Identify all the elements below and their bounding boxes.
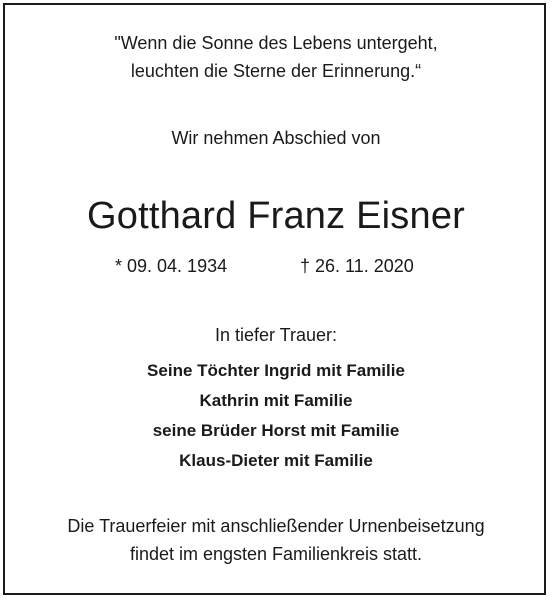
birth-date: * 09. 04. 1934 (115, 256, 228, 276)
deceased-name: Gotthard Franz Eisner (86, 195, 466, 237)
notice-line-2: findet im engsten Familienkreis statt. (129, 544, 423, 564)
intro-text: Wir nehmen Abschied von (171, 128, 381, 148)
notice-line-1: Die Trauerfeier mit anschließender Urnenbeisetzung (67, 516, 485, 536)
quote-line-2: leuchten die Sterne der Erinnerung.“ (130, 61, 422, 81)
obituary-border (3, 3, 546, 595)
mourner-line: Kathrin mit Familie (199, 391, 353, 410)
mourner-line: Seine Töchter Ingrid mit Familie (147, 361, 405, 380)
life-dates (0, 256, 552, 280)
mourner-line: seine Brüder Horst mit Familie (152, 421, 400, 440)
death-date: † 26. 11. 2020 (300, 256, 414, 276)
mourner-line: Klaus-Dieter mit Familie (179, 451, 373, 470)
mourning-heading: In tiefer Trauer: (214, 325, 338, 345)
quote-line-1: "Wenn die Sonne des Lebens untergeht, (114, 33, 438, 53)
